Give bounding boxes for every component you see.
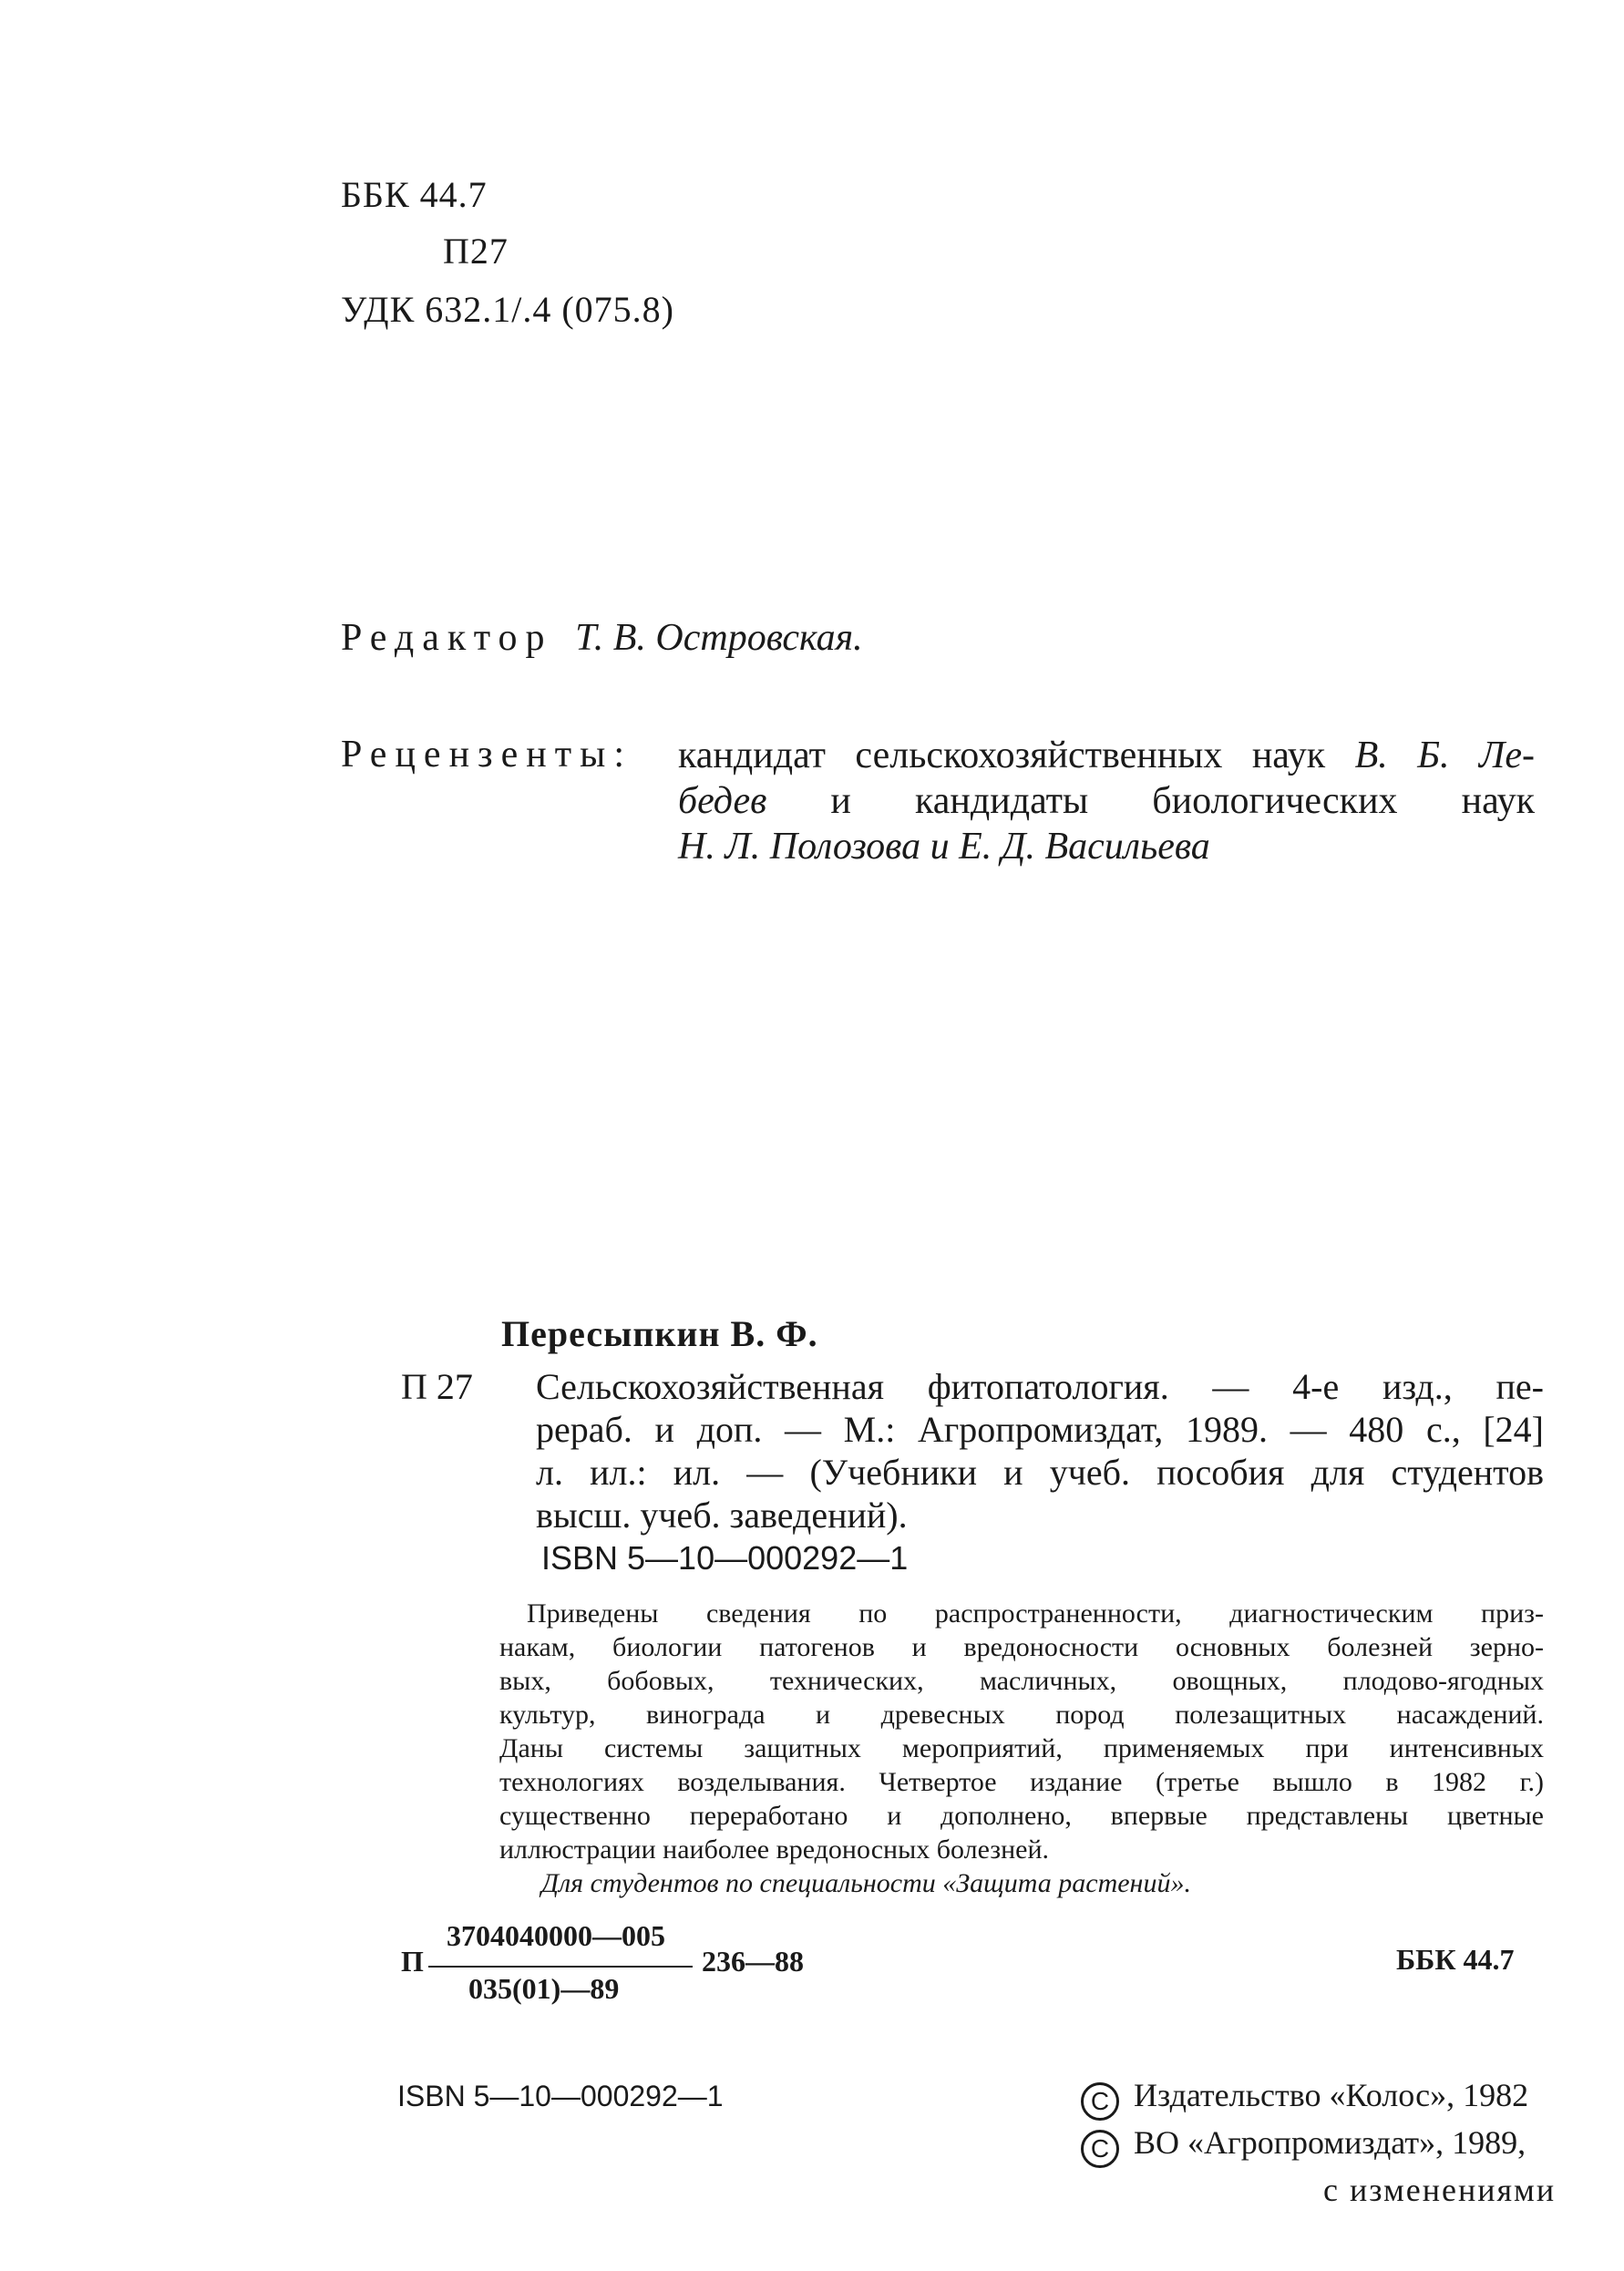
- copyright-icon: C: [1081, 2082, 1119, 2121]
- card-line-2: рераб. и доп. — М.: Агропромиздат, 1989. — 480 с., [24]: [536, 1409, 1544, 1450]
- card-isbn: ISBN 5—10—000292—1: [541, 1539, 909, 1577]
- card-line-4: высш. учеб. заведений).: [536, 1495, 908, 1536]
- code-bbk: ББК 44.7: [1396, 1943, 1515, 1976]
- annotation-line: Приведены сведения по распространенности, диагностическим приз-: [527, 1598, 1544, 1629]
- reviewers-line-1: кандидат сельскохозяйственных наук В. Б. Ле-: [678, 735, 1535, 776]
- editor-label: Редактор: [341, 617, 553, 659]
- copyright-line-3: с изменениями: [1323, 2172, 1557, 2208]
- author-code: П27: [443, 231, 509, 272]
- code-letter: П: [401, 1945, 424, 1978]
- annotation-line: культур, винограда и древесных пород полезащитных насаждений.: [499, 1700, 1544, 1730]
- card-author: Пересыпкин В. Ф.: [501, 1313, 818, 1354]
- copyright-line-1: C Издательство «Колос», 1982: [1081, 2076, 1528, 2121]
- bottom-isbn: ISBN 5—10—000292—1: [397, 2080, 724, 2112]
- annotation-last-line: иллюстрации наиболее вредоносных болезней.: [499, 1834, 1050, 1865]
- editor-line: [341, 616, 863, 660]
- code-denominator: 035(01)—89: [468, 1972, 620, 2005]
- annotation-line: технологиях возделывания. Четвертое издание (третье вышло в 1982 г.): [499, 1767, 1544, 1797]
- annotation: [499, 1597, 1544, 1900]
- reviewers-list: [678, 733, 1535, 869]
- annotation-audience: Для студентов по специальности «Защита растений».: [541, 1868, 1191, 1898]
- annotation-line: накам, биологии патогенов и вредоносности основных болезней зерно-: [499, 1632, 1544, 1662]
- card-line-1: Сельскохозяйственная фитопатология. — 4-е изд., пе-: [536, 1366, 1544, 1407]
- reviewers-line-3: Н. Л. Полозова и Е. Д. Васильева: [678, 826, 1210, 868]
- card-code: П 27: [401, 1366, 473, 1407]
- code-fraction-bar: [428, 1966, 693, 1968]
- copyright-line-2: C ВО «Агропромиздат», 1989,: [1081, 2123, 1526, 2168]
- editor-name: Т. В. Островская.: [575, 617, 863, 659]
- bbk-index: ББК 44.7: [341, 174, 488, 215]
- copyright-icon: C: [1081, 2130, 1119, 2168]
- code-numerator: 3704040000—005: [447, 1919, 665, 1952]
- annotation-line: существенно переработано и дополнено, впервые представлены цветные: [499, 1801, 1544, 1831]
- reviewers-label: Рецензенты:: [341, 734, 632, 776]
- code-suffix: 236—88: [702, 1945, 804, 1978]
- card-description: [536, 1365, 1544, 1579]
- card-line-3: л. ил.: ил. — (Учебники и учеб. пособия для студентов: [536, 1452, 1544, 1493]
- annotation-line: вых, бобовых, технических, масличных, овощных, плодово-ягодных: [499, 1666, 1544, 1696]
- annotation-line: Даны системы защитных мероприятий, применяемых при интенсивных: [499, 1733, 1544, 1763]
- udk-index: УДК 632.1/.4 (075.8): [341, 289, 674, 330]
- reviewers-line-2: бедев и кандидаты биологических наук: [678, 780, 1536, 822]
